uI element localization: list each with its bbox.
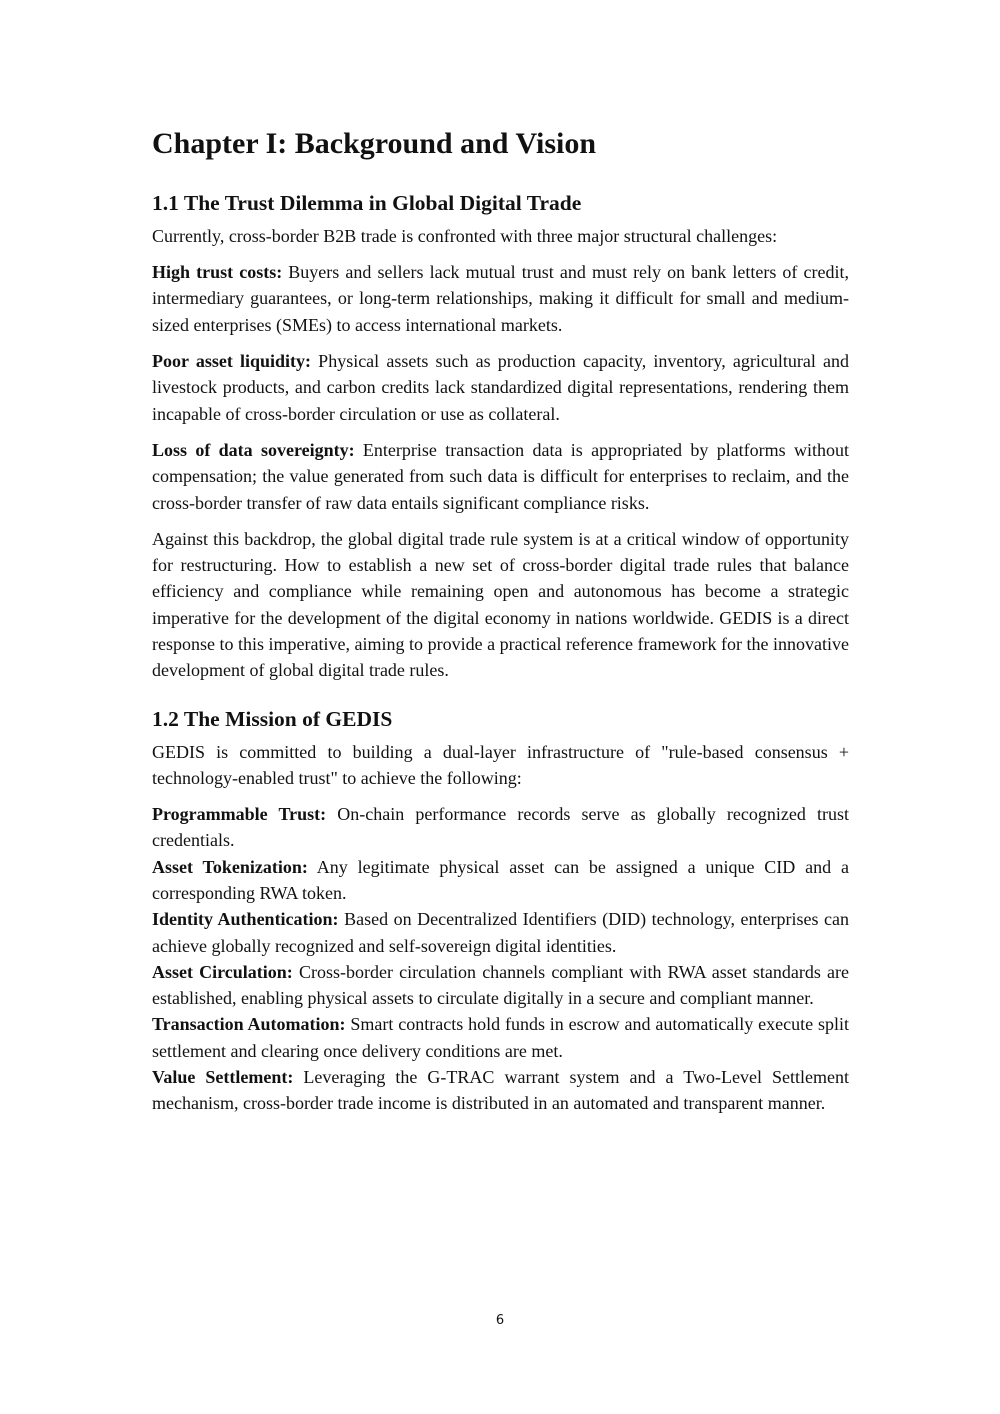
goal-lead: Programmable Trust: [152, 804, 327, 825]
section-heading-1-1: 1.1 The Trust Dilemma in Global Digital Trade [152, 191, 582, 215]
goal-text: Cross-border circulation channels compliant with RWA asset standards are established, enabling physical assets to circulate digitally in a secure and compliant manner. [152, 961, 849, 1009]
challenge-text: Enterprise transaction data is appropriated by platforms without compensation; the value generated from such data is difficult for enterprises to reclaim, and the cross-border transfer of raw data entails significant compliance risks. [152, 439, 849, 513]
goal-paragraph [152, 854, 849, 907]
challenge-paragraph [152, 437, 849, 516]
goal-lead: Asset Circulation: [152, 961, 293, 982]
challenge-paragraph [152, 348, 849, 427]
goal-paragraph [152, 1011, 849, 1064]
section-heading-1-2: 1.2 The Mission of GEDIS [152, 706, 393, 731]
goal-paragraph [152, 801, 849, 854]
goal-paragraph [152, 959, 849, 1012]
goal-text: Smart contracts hold funds in escrow and automatically execute split settlement and clearing once delivery conditions are met. [152, 1014, 849, 1061]
section-1-1-intro: Currently, cross-border B2B trade is confronted with three major structural challenges: [152, 225, 778, 246]
goal-paragraph [152, 1064, 849, 1117]
challenge-text: Buyers and sellers lack mutual trust and must rely on bank letters of credit, intermediary guarantees, or long-term relationships, making it difficult for small and medium-sized enterprises (SMEs) to access international markets. [152, 262, 849, 335]
goal-text: Leveraging the G-TRAC warrant system and a Two-Level Settlement mechanism, cross-border trade income is distributed in an automated and transparent manner. [152, 1067, 849, 1114]
challenge-lead: Poor asset liquidity: [152, 351, 312, 372]
challenge-paragraph [152, 259, 849, 338]
goal-text: Based on Decentralized Identifiers (DID) technology, enterprises can achieve globally recognized and self-sovereign digital identities. [152, 909, 849, 956]
challenge-lead: High trust costs: [152, 262, 283, 283]
goal-lead: Transaction Automation: [152, 1014, 346, 1035]
goal-lead: Asset Tokenization: [152, 856, 308, 877]
goal-text: Any legitimate physical asset can be assigned a unique CID and a corresponding RWA token. [152, 856, 849, 903]
goal-lead: Identity Authentication: [152, 909, 339, 930]
page-number: 6 [495, 1313, 505, 1328]
section-1-2-intro: GEDIS is committed to building a dual-layer infrastructure of "rule-based consensus + technology-enabled trust" to achieve the following: [152, 741, 849, 788]
challenge-text: Physical assets such as production capacity, inventory, agricultural and livestock products, and carbon credits lack standardized digital representations, rendering them incapable of cross-border circulation or use as collateral. [152, 351, 849, 424]
goal-text: On-chain performance records serve as globally recognized trust credentials. [152, 804, 849, 851]
section-1-1-conclusion: Against this backdrop, the global digital trade rule system is at a critical window of opportunity for restructuring. How to establish a new set of cross-border digital trade rules that balance efficiency and compliance while remaining open and autonomous has become a strategic imperative for the development of the digital economy in nations worldwide. GEDIS is a direct response to this imperative, aiming to provide a practical reference framework for the innovative development of global digital trade rules. [152, 528, 849, 681]
challenge-lead: Loss of data sovereignty: [152, 439, 355, 460]
goal-paragraph [152, 906, 849, 959]
goal-lead: Value Settlement: [152, 1067, 294, 1088]
page-content [152, 126, 849, 1117]
chapter-title: Chapter I: Background and Vision [152, 127, 597, 160]
